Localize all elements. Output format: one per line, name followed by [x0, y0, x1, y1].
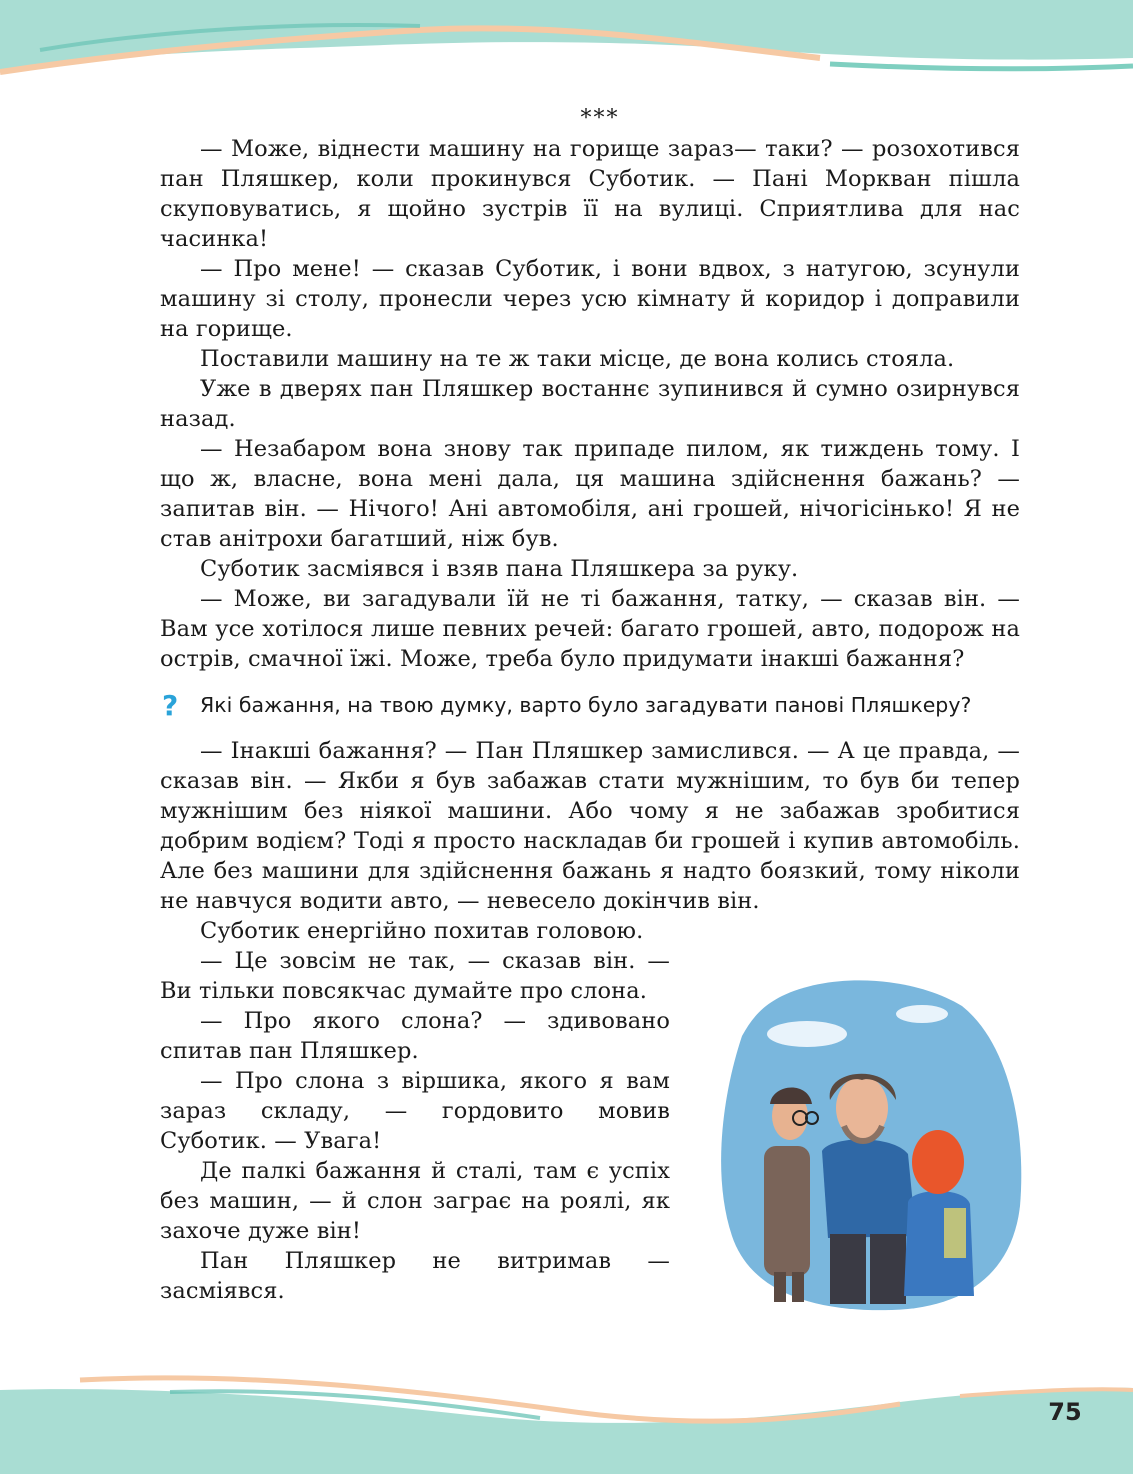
question-mark-icon: ? — [162, 688, 179, 722]
paragraph: — Може, ви загадували їй не ті бажання, татку, — сказав він. — Вам усе хотілося лише певних речей: багато грошей, авто, подорож на острів, смачної їжі. Може, треба було придумати інакші бажання? — [160, 586, 1020, 672]
paragraph: Суботик енергійно похитав головою. — [200, 918, 644, 944]
paragraph: — Це зовсім не так, — сказав він. — Ви тільки повсякчас думайте про слона. — [160, 948, 670, 1004]
story-text-top — [160, 134, 1020, 674]
paragraph: — Про мене! — сказав Суботик, і вони вдвох, з натугою, зсунули машину зі столу, пронесли через усю кімнату й коридор і доправили на горище. — [160, 256, 1020, 342]
discussion-question — [160, 688, 1020, 722]
paragraph: Суботик засміявся і взяв пана Пляшкера за руку. — [200, 556, 799, 582]
paragraph: Поставили машину на те ж таки місце, де вона колись стояла. — [200, 346, 955, 372]
story-text-middle — [160, 736, 1020, 916]
paragraph: Уже в дверях пан Пляшкер востаннє зупинився й сумно озирнувся назад. — [160, 376, 1020, 432]
question-text: Які бажання, на твою думку, варто було загадувати панові Пляшкеру? — [200, 693, 972, 717]
section-separator: *** — [580, 106, 620, 131]
paragraph: — Може, віднести машину на горище зараз— таки? — розохотився пан Пляшкер, коли прокинувся Суботик. — Пані Моркван пішла скуповуватись, я щойно зустрів її на вулиці. Сприятлива для нас часинка! — [160, 136, 1020, 252]
poem-paragraph: Де палкі бажання й сталі, там є успіх без машин, — й слон заграє на роялі, як захоче дуже він! — [160, 1158, 670, 1244]
paragraph: — Про якого слона? — здивовано спитав пан Пляшкер. — [160, 1008, 670, 1064]
page-number: 75 — [1048, 1398, 1082, 1426]
paragraph: — Інакші бажання? — Пан Пляшкер замислився. — А це правда, — сказав він. — Якби я був забажав стати мужнішим, то був би тепер мужнішим без ніякої машини. Або чому я не забажав зробитися добрим водієм? Тоді я просто наскладав би грошей і купив автомобіль. Але без машини для здійснення бажань я надто боязкий, тому ніколи не навчуся водити авто, — невесело докінчив він. — [160, 738, 1020, 914]
paragraph: — Незабаром вона знову так припаде пилом, як тиждень тому. І що ж, власне, вона мені дала, ця машина здійснення бажань? — запитав він. — Нічого! Ані автомобіля, ані грошей, нічогісінько! Я не став анітрохи багатший, ніж був. — [160, 436, 1020, 552]
paragraph: Пан Пляшкер не витримав — засміявся. — [160, 1248, 670, 1304]
bottom-decorative-band — [0, 1370, 1133, 1474]
story-illustration — [712, 976, 1024, 1316]
paragraph: — Про слона з віршика, якого я вам зараз складу, — гордовито мовив Суботик. — Увага! — [160, 1068, 670, 1154]
top-decorative-band — [0, 0, 1133, 90]
